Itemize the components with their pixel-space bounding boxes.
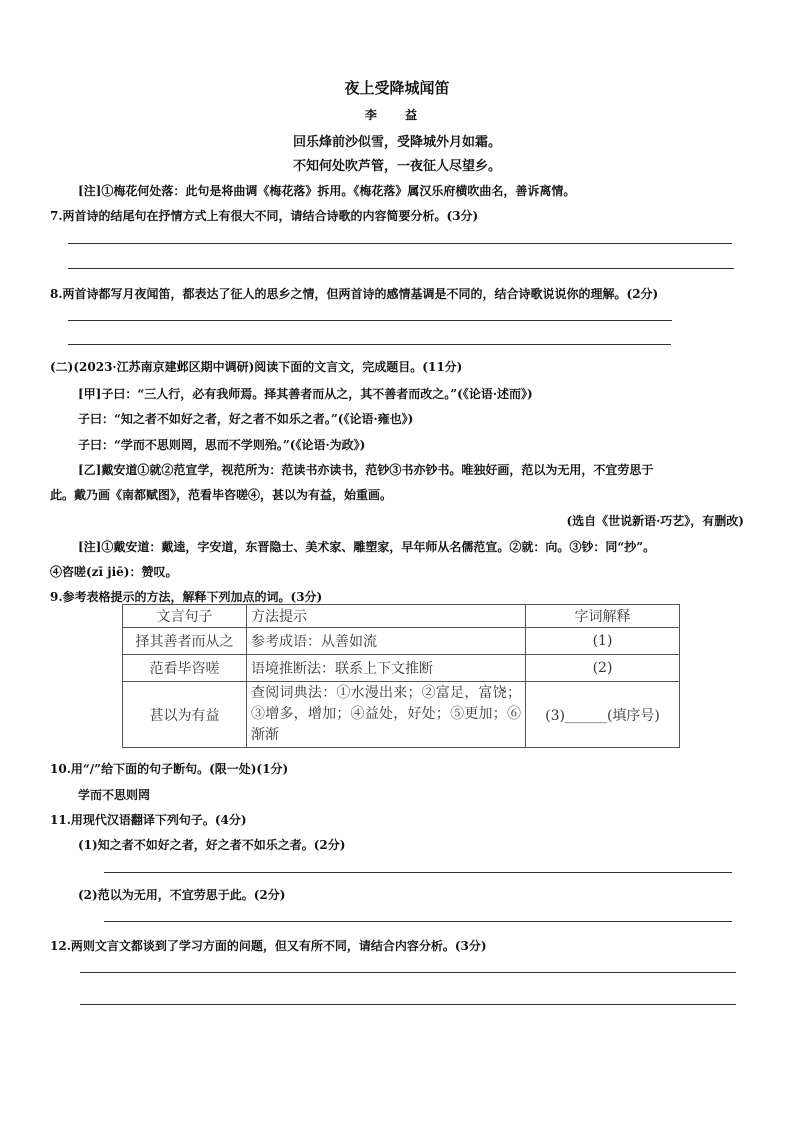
poem-title: 夜上受降城闻笛 <box>344 79 450 97</box>
question-11-sentence-1: (1)知之者不如好之者，好之者不如乐之者。(2分) <box>78 838 346 852</box>
table-header-row <box>123 605 680 628</box>
text-yi-1: [乙]戴安道①就②范宣学，视范所为：范读书亦读书，范钞③书亦钞书。唯独好画，范以为无用，不宜劳思于 <box>78 463 654 477</box>
answer-cell[interactable]: (2) <box>526 655 680 682</box>
answer-cell[interactable]: (3)______(填序号) <box>526 682 680 748</box>
text-note-1: [注]①戴安道：戴逵，字安道，东晋隐士、美术家、雕塑家，早年师从名儒范宣。②就：向。③钞：同“抄”。 <box>78 540 656 554</box>
table-header: 文言句子 <box>123 605 247 628</box>
table-row <box>123 682 680 748</box>
question-12: 12.两则文言文都谈到了学习方面的问题，但又有所不同，请结合内容分析。(3分) <box>50 939 487 953</box>
answer-line-8a[interactable] <box>68 320 672 321</box>
answer-line-12b[interactable] <box>80 1004 736 1005</box>
question-9: 9.参考表格提示的方法，解释下列加点的词。(3分) <box>50 590 323 604</box>
method-table <box>122 604 680 748</box>
question-7: 7.两首诗的结尾句在抒情方式上有很大不同，请结合诗歌的内容简要分析。(3分) <box>50 209 479 223</box>
table-cell: 查阅词典法：①水漫出来；②富足，富饶；③增多，增加；④益处，好处；⑤更加；⑥渐渐 <box>247 682 526 748</box>
table-cell: 参考成语：从善如流 <box>247 628 526 655</box>
answer-line-7b[interactable] <box>68 268 734 269</box>
answer-cell[interactable]: (1) <box>526 628 680 655</box>
text-source: (选自《世说新语·巧艺》，有删改) <box>566 514 744 528</box>
text-jia-1: [甲]子曰：“三人行，必有我师焉。择其善者而从之，其不善者而改之。”(《论语·述而》) <box>78 387 533 401</box>
answer-line-12a[interactable] <box>80 972 736 973</box>
text-jia-3: 子曰：“学而不思则罔，思而不学则殆。”(《论语·为政》) <box>78 438 366 452</box>
text-jia-2: 子曰：“知之者不如好之者，好之者不如乐之者。”(《论语·雍也》) <box>78 412 414 426</box>
question-10: 10.用“/”给下面的句子断句。(限一处)(1分) <box>50 762 289 776</box>
answer-line-11b[interactable] <box>104 921 732 922</box>
table-cell: 择其善者而从之 <box>123 628 247 655</box>
answer-line-8b[interactable] <box>68 344 671 345</box>
poem-verse-2: 不知何处吹芦管，一夜征人尽望乡。 <box>292 159 501 174</box>
question-10-sentence[interactable]: 学而不思则罔 <box>78 788 151 802</box>
text-yi-2: 此。戴乃画《南都赋图》，范看毕咨嗟④，甚以为有益，始重画。 <box>50 488 393 502</box>
question-8: 8.两首诗都写月夜闻笛，都表达了征人的思乡之情，但两首诗的感情基调是不同的，结合诗歌说说你的理解。(2分) <box>50 287 659 301</box>
table-row <box>123 628 680 655</box>
poem-verse-1: 回乐烽前沙似雪，受降城外月如霜。 <box>292 135 501 150</box>
table-cell: 甚以为有益 <box>123 682 247 748</box>
text-note-2: ④咨嗟(zī jiē)：赞叹。 <box>50 565 178 579</box>
section-2-heading: (二)(2023·江苏南京建邺区期中调研)阅读下面的文言文，完成题目。(11分) <box>50 360 463 374</box>
question-11-sentence-2: (2)范以为无用，不宜劳思于此。(2分) <box>78 888 286 902</box>
table-header: 方法提示 <box>247 605 526 628</box>
question-11: 11.用现代汉语翻译下列句子。(4分) <box>50 813 247 827</box>
answer-line-11a[interactable] <box>104 872 732 873</box>
poem-author: 李 益 <box>364 108 430 122</box>
poem-note: [注]①梅花何处落：此句是将曲调《梅花落》拆用。《梅花落》属汉乐府横吹曲名，善诉离情。 <box>78 184 576 198</box>
table-row <box>123 655 680 682</box>
table-cell: 范看毕咨嗟 <box>123 655 247 682</box>
table-header: 字词解释 <box>526 605 680 628</box>
answer-line-7a[interactable] <box>68 243 732 244</box>
table-cell: 语境推断法：联系上下文推断 <box>247 655 526 682</box>
